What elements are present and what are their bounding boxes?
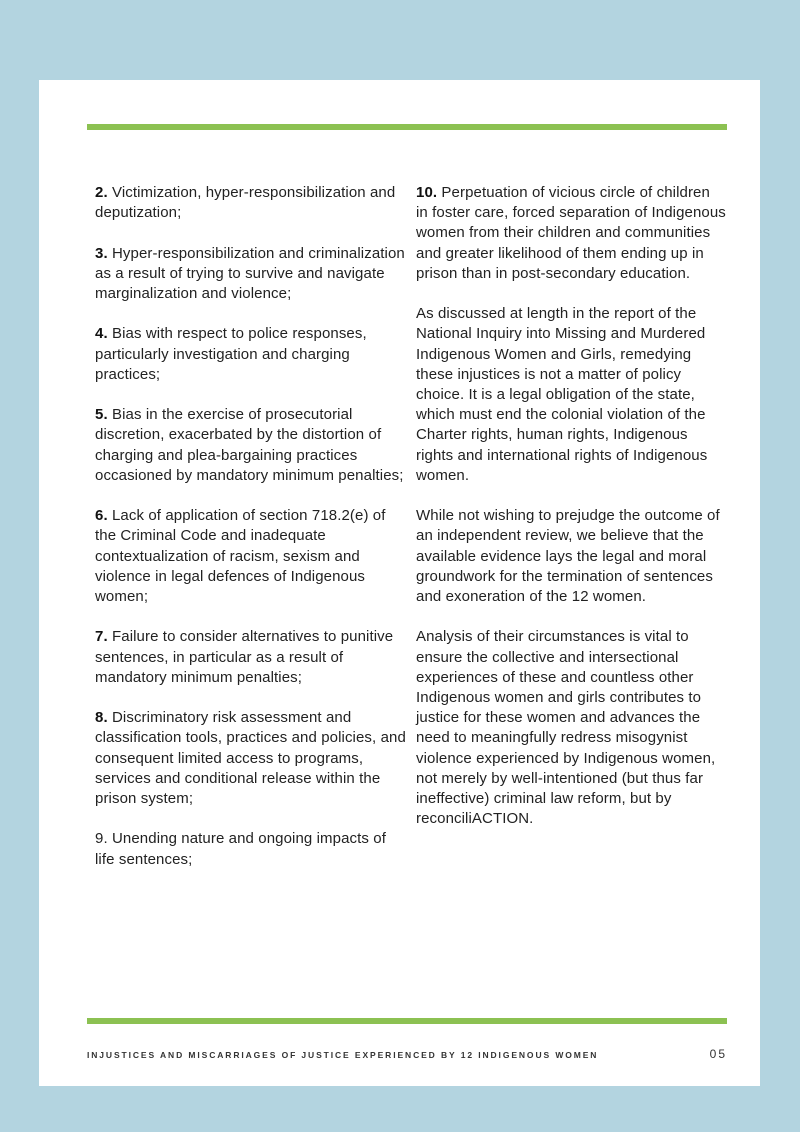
list-item-5 — [95, 405, 407, 486]
paragraph-independent-review: While not wishing to prejudge the outcome of an independent review, we believe that the available evidence lays the legal and moral groundwork for the termination of sentences and exoneration of the 12 women. — [416, 507, 720, 606]
paragraph-analysis: Analysis of their circumstances is vital to ensure the collective and intersectional experiences of these and countless other Indigenous women and girls contributes to justice for these women and advances the need to meaningfully redress misogynist violence experienced by Indigenous women, not merely by well-intentioned (but thus far ineffective) criminal law reform, but by reconciliACTION. — [416, 628, 716, 828]
paragraph-national-inquiry: As discussed at length in the report of the National Inquiry into Missing and Murdered Indigenous Women and Girls, remedying these injustices is not a matter of policy choice. It is a legal obligation of the state, which must end the colonial violation of the Charter rights, human rights, Indigenous rights and international rights of Indigenous women. — [416, 305, 708, 484]
footer-title: INJUSTICES AND MISCARRIAGES OF JUSTICE EXPERIENCED BY 12 INDIGENOUS WOMEN — [87, 1050, 599, 1060]
item-number: 7. — [95, 628, 108, 646]
left-column — [95, 183, 407, 890]
item-number: 4. — [95, 325, 108, 343]
item-number: 3. — [95, 244, 108, 262]
list-item-6 — [95, 506, 407, 607]
document-page — [39, 80, 760, 1086]
list-item-2 — [95, 183, 407, 223]
item-text: Perpetuation of vicious circle of children in foster care, forced separation of Indigenous women from their children and communities and greater likelihood of them ending up in prison than in post-secondary education. — [416, 184, 726, 282]
list-item-9 — [95, 829, 407, 869]
item-number: 2. — [95, 184, 108, 201]
list-item-7 — [95, 627, 407, 688]
page-number: 05 — [709, 1047, 727, 1061]
item-text: Victimization, hyper-responsibilization and deputization; — [95, 184, 396, 222]
item-text: Discriminatory risk assessment and classification tools, practices and policies, and consequent limited access to programs, services and conditional release within the prison system; — [95, 709, 406, 807]
top-divider — [87, 124, 727, 130]
item-number: 10. — [416, 184, 438, 201]
list-item-10 — [416, 183, 726, 284]
bottom-divider — [87, 1018, 727, 1024]
item-number: 6. — [95, 507, 108, 525]
list-item-4 — [95, 324, 407, 385]
item-text: Lack of application of section 718.2(e) of the Criminal Code and inadequate contextualization of racism, sexism and violence in legal defences of Indigenous women; — [95, 507, 386, 605]
list-item-8 — [95, 708, 407, 809]
item-text: Bias in the exercise of prosecutorial discretion, exacerbated by the distortion of charging and plea-bargaining practices occasioned by mandatory minimum penalties; — [95, 406, 404, 484]
right-column — [416, 183, 726, 850]
item-text: Unending nature and ongoing impacts of life sentences; — [95, 830, 386, 868]
item-number: 8. — [95, 709, 108, 727]
item-text: Bias with respect to police responses, particularly investigation and charging practices; — [95, 325, 367, 383]
item-text: Hyper-responsibilization and criminalization as a result of trying to survive and navigate marginalization and violence; — [95, 244, 405, 302]
item-number: 5. — [95, 406, 108, 424]
list-item-3 — [95, 244, 407, 305]
item-text: Failure to consider alternatives to punitive sentences, in particular as a result of mandatory minimum penalties; — [95, 628, 394, 686]
item-number: 9. — [95, 830, 108, 848]
